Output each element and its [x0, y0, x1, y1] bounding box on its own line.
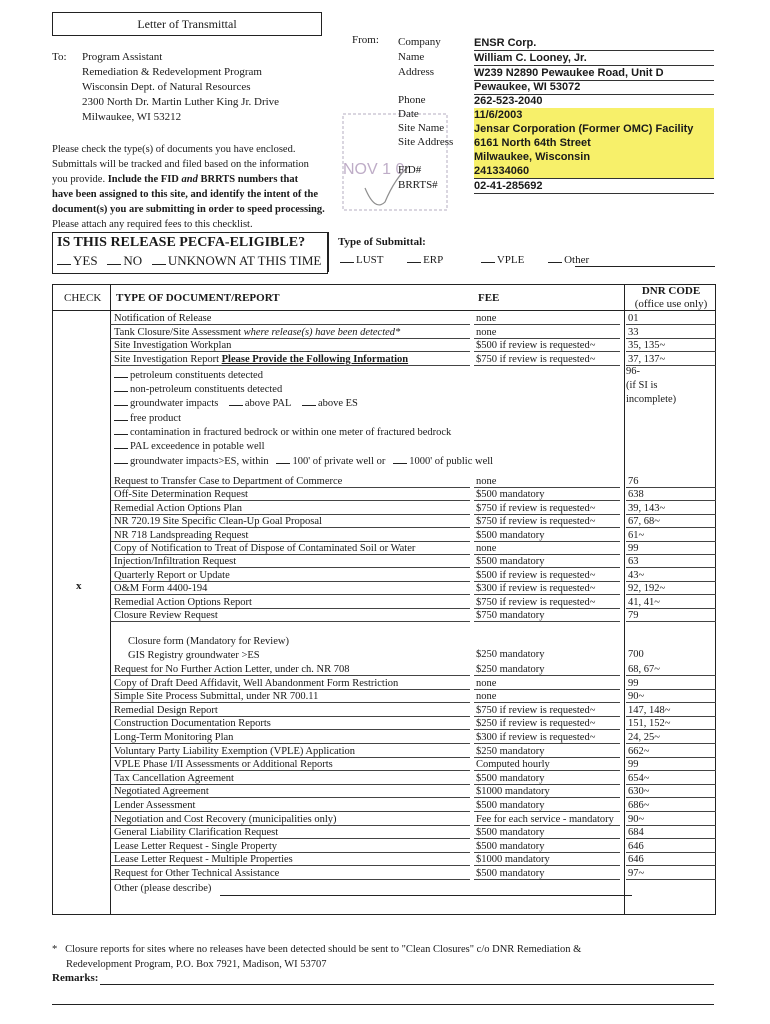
tank-note: where release(s) have been detected* [243, 326, 401, 338]
row-fee: none [476, 313, 497, 324]
row-fee: $500 if review is requested~ [476, 569, 596, 581]
table-row [110, 339, 718, 352]
form-title: Letter of Transmittal [52, 12, 322, 36]
si-extra-code: 96- [626, 366, 640, 377]
si-item-text: free product [130, 413, 182, 424]
from-field-value[interactable]: 11/6/2003 [474, 108, 714, 123]
submittal-title: Type of Submittal: [338, 236, 426, 248]
erp-checkbox[interactable] [407, 262, 421, 263]
row-dnr-code: 39, 143~ [628, 502, 666, 514]
row-document: Off-Site Determination Request [114, 489, 248, 501]
row-fee: Computed hourly [476, 759, 550, 771]
row-code-line [626, 879, 716, 880]
from-field-label: Site Name [398, 122, 445, 134]
row-dnr-code: 43~ [628, 569, 645, 581]
from-field-label: Date [398, 108, 419, 120]
row-document: Tank Closure/Site Assessment where release(s) have been detected* [114, 326, 401, 338]
si-item-checkbox[interactable] [114, 448, 128, 449]
row-fee: $750 if review is requested~ [476, 516, 596, 528]
from-field-label: Name [398, 51, 425, 63]
to-line: Program Assistant [82, 51, 163, 63]
from-field-value[interactable]: 02-41-285692 [474, 179, 714, 194]
row-dnr-code: 01 [628, 313, 639, 324]
public-well-label: 1000' of public well [409, 456, 494, 467]
table-row [110, 840, 718, 853]
row-fee-line [474, 879, 620, 880]
table-row [110, 799, 718, 812]
from-field-value[interactable]: 6161 North 64th Street [474, 136, 714, 151]
row-document: Simple Site Process Submittal, under NR 700.11 [114, 691, 319, 703]
si-extra-code: (if SI is [626, 380, 658, 391]
table-row [110, 663, 718, 676]
row-fee: $750 if review is requested~ [476, 596, 596, 608]
row-dnr-code: 67, 68~ [628, 516, 660, 528]
table-row [110, 867, 718, 880]
note-line-4: have been assigned to this site, and identify the intent of the [52, 189, 319, 200]
quarterly-check-mark[interactable]: x [76, 580, 82, 592]
row-document: NR 720.19 Site Specific Clean-Up Goal Proposal [114, 516, 322, 528]
row-dnr-code: 63 [628, 556, 639, 568]
note-line-3 [52, 172, 337, 187]
to-lines [82, 50, 322, 125]
from-field-label: Phone [398, 94, 426, 106]
table-row [110, 758, 718, 771]
si-item[interactable] [114, 383, 282, 396]
table-row [110, 772, 718, 785]
row-fee: $500 mandatory [476, 772, 545, 784]
remarks-label: Remarks: [52, 972, 99, 984]
row-dnr-code: 61~ [628, 529, 645, 541]
lust-label: LUST [356, 254, 384, 266]
row-fee: none [476, 326, 497, 338]
above-pal-checkbox[interactable] [229, 405, 243, 406]
table-row [110, 745, 718, 758]
row-fee: $500 mandatory [476, 827, 545, 839]
from-field-value[interactable]: 262-523-2040 [474, 94, 714, 109]
private-well-checkbox[interactable] [276, 463, 290, 464]
si-item-text: PAL exceedence in potable well [130, 441, 265, 452]
si-item-checkbox[interactable] [114, 434, 128, 435]
row-fee: $500 mandatory [476, 489, 545, 501]
no-label: NO [123, 253, 143, 268]
vple-label: VPLE [496, 254, 525, 266]
row-fee: $250 mandatory [476, 664, 545, 675]
row-dnr-code: 35, 135~ [628, 340, 666, 351]
row-dnr-code: 638 [628, 489, 644, 501]
note-line-6: Please attach any required fees to this checklist. [52, 219, 253, 230]
from-field-value[interactable]: 241334060 [474, 164, 714, 179]
row-document: Quarterly Report or Update [114, 569, 230, 581]
gis-code: 700 [628, 649, 644, 660]
table-bottom-border [52, 914, 716, 915]
row-fee: $250 if review is requested~ [476, 718, 596, 730]
unknown-label: UNKNOWN AT THIS TIME [167, 253, 322, 268]
header-fee: FEE [478, 292, 500, 304]
to-line: Remediation & Redevelopment Program [82, 66, 262, 78]
table-row [110, 475, 718, 488]
row-document: Construction Documentation Reports [114, 718, 271, 730]
lust-checkbox[interactable] [340, 262, 354, 263]
row-fee: $500 if review is requested~ [476, 340, 596, 351]
gis-fee: $250 mandatory [476, 649, 545, 660]
row-dnr-code: 662~ [628, 745, 650, 757]
row-document: Copy of Draft Deed Affidavit, Well Abandonment Form Restriction [114, 677, 399, 689]
row-line [110, 621, 470, 622]
above-es-checkbox[interactable] [302, 405, 316, 406]
table-top-border [52, 284, 716, 285]
row-dnr-code: 646 [628, 840, 644, 852]
release-divider [328, 232, 330, 272]
table-row [110, 826, 718, 839]
row-document: Request for No Further Action Letter, under ch. NR 708 [114, 664, 350, 675]
table-row [110, 582, 718, 595]
si-item[interactable] [114, 369, 263, 382]
stamp-text: NOV 1 0 [343, 161, 405, 178]
note-line-3b: Include the FID [107, 174, 182, 185]
other-submittal-line[interactable] [575, 266, 715, 267]
row-dnr-code: 646 [628, 854, 644, 866]
unknown-checkbox[interactable] [152, 264, 166, 265]
other-row-line[interactable] [220, 895, 632, 896]
above-pal-label: above PAL [244, 398, 292, 409]
si-extra-code: incomplete) [626, 394, 677, 405]
footnote-bullet: * [52, 944, 58, 955]
si-item-text: contamination in fractured bedrock or within one meter of fractured bedrock [130, 427, 452, 438]
from-field-value[interactable]: Jensar Corporation (Former OMC) Facility [474, 122, 714, 137]
row-document: Tax Cancellation Agreement [114, 772, 234, 784]
note-line-3d: BRRTS numbers that [197, 174, 299, 185]
table-row [110, 312, 718, 325]
si-item-text: groundwater impacts [130, 398, 219, 409]
row-dnr-code: 76 [628, 476, 639, 487]
from-field-value[interactable]: Pewaukee, WI 53072 [474, 80, 714, 95]
from-field-value[interactable]: William C. Looney, Jr. [474, 51, 714, 66]
row-dnr-code: 654~ [628, 772, 650, 784]
submittal-options [340, 254, 589, 266]
si-item-checkbox[interactable] [114, 391, 128, 392]
row-fee: $750 mandatory [476, 610, 545, 621]
row-fee-line [474, 621, 620, 622]
from-field-label: BRRTS# [398, 179, 438, 191]
header-dnr [628, 285, 714, 311]
header-dnr-1: DNR CODE [641, 285, 701, 297]
row-dnr-code: 151, 152~ [628, 718, 671, 730]
row-fee: $500 mandatory [476, 868, 545, 879]
other-label: Other [564, 254, 590, 266]
above-es-label: above ES [317, 398, 358, 409]
si-instruction: Please Provide the Following Information [221, 353, 409, 365]
pecfa-box [52, 232, 328, 274]
si-item[interactable] [114, 412, 181, 425]
table-row [110, 853, 718, 866]
row-dnr-code: 686~ [628, 800, 650, 811]
row-document: Site Investigation Report Please Provide the Following Information [114, 353, 409, 365]
row-dnr-code: 90~ [628, 813, 645, 825]
other-checkbox[interactable] [548, 262, 562, 263]
table-row [110, 731, 718, 744]
table-row [110, 326, 718, 339]
table-row [110, 488, 718, 501]
row-document: Remedial Design Report [114, 704, 218, 716]
table-row [110, 813, 718, 826]
row-fee: $300 if review is requested~ [476, 732, 596, 743]
row-line [110, 879, 470, 880]
si-item-text: groundwater impacts>ES, within [130, 456, 269, 467]
row-fee: $500 mandatory [476, 800, 545, 811]
row-dnr-code: 24, 25~ [628, 732, 660, 743]
si-item-text: non-petroleum constituents detected [130, 384, 283, 395]
from-field-label: Company [398, 36, 441, 48]
yes-checkbox[interactable] [57, 264, 71, 265]
row-document: General Liability Clarification Request [114, 827, 279, 839]
row-dnr-code: 90~ [628, 691, 645, 703]
row-document: NR 718 Landspreading Request [114, 529, 249, 541]
to-label: To: [52, 51, 67, 63]
remarks-line[interactable] [100, 984, 714, 985]
row-line [110, 365, 470, 366]
row-document: Lease Letter Request - Multiple Properties [114, 854, 293, 866]
row-document: Injection/Infiltration Request [114, 556, 237, 568]
table-row [110, 596, 718, 609]
row-document: Voluntary Party Liability Exemption (VPLE) Application [114, 745, 355, 757]
table-row [110, 609, 718, 622]
row-document: Long-Term Monitoring Plan [114, 732, 234, 743]
row-fee: $500 mandatory [476, 529, 545, 541]
note-line-3c: and [181, 174, 198, 185]
row-fee: $500 mandatory [476, 840, 545, 852]
header-check: CHECK [64, 292, 102, 304]
pecfa-options [57, 253, 321, 269]
row-document: O&M Form 4400-194 [114, 583, 208, 595]
row-fee: none [476, 543, 497, 554]
row-document: Closure Review Request [114, 610, 218, 621]
row-fee: Fee for each service - mandatory [476, 813, 614, 825]
private-well-label: 100' of private well or [292, 456, 386, 467]
row-fee: $500 mandatory [476, 556, 545, 568]
from-field-label: Address [398, 66, 435, 78]
note-line-2: Submittals will be tracked and filed based on the information [52, 159, 309, 170]
erp-label: ERP [423, 254, 443, 266]
table-row [110, 704, 718, 717]
table-row [110, 555, 718, 568]
row-fee: $750 if review is requested~ [476, 502, 596, 514]
row-document: Negotiated Agreement [114, 786, 209, 798]
public-well-checkbox[interactable] [393, 463, 407, 464]
row-dnr-code: 147, 148~ [628, 704, 671, 716]
note-line-5: document(s) you are submitting in order to speed processing. [52, 204, 325, 215]
table-row [110, 717, 718, 730]
row-dnr-code: 41, 41~ [628, 596, 660, 608]
from-field-value[interactable]: Milwaukee, Wisconsin [474, 150, 714, 165]
row-fee: $1000 mandatory [476, 854, 550, 866]
si-item-checkbox[interactable] [114, 405, 128, 406]
table-row [110, 502, 718, 515]
footnote-text-1: Closure reports for sites where no releases have been detected should be sent to "Clean Closures" c/o DNR Remediation & [65, 944, 582, 955]
si-item-text: petroleum constituents detected [130, 370, 263, 381]
row-document: Copy of Notification to Treat of Dispose of Contaminated Soil or Water [114, 543, 416, 554]
row-fee: none [476, 677, 497, 689]
from-field-label: Site Address [398, 136, 454, 148]
row-document: Request for Other Technical Assistance [114, 868, 280, 879]
si-item[interactable] [114, 440, 265, 453]
row-document: Request to Transfer Case to Department of Commerce [114, 476, 343, 487]
table-row [110, 785, 718, 798]
yes-label: YES [73, 253, 98, 268]
table-left-border [52, 284, 53, 914]
row-fee: $750 if review is requested~ [476, 704, 596, 716]
row-document: Site Investigation Workplan [114, 340, 232, 351]
row-dnr-code: 99 [628, 759, 639, 771]
si-item-checkbox[interactable] [114, 463, 128, 464]
row-document: Negotiation and Cost Recovery (municipalities only) [114, 813, 337, 825]
row-fee: none [476, 691, 497, 703]
row-dnr-code: 97~ [628, 868, 645, 879]
from-field-value[interactable]: W239 N2890 Pewaukee Road, Unit D [474, 66, 714, 81]
row-dnr-code: 630~ [628, 786, 650, 798]
table-row [110, 542, 718, 555]
closure-sub-item: GIS Registry groundwater >ES [128, 650, 260, 661]
table-row [110, 690, 718, 703]
si-item[interactable] [114, 426, 451, 439]
remarks-line-2[interactable] [52, 1004, 714, 1005]
row-document: VPLE Phase I/II Assessments or Additional Reports [114, 759, 333, 771]
table-row [110, 353, 718, 366]
row-fee: $1000 mandatory [476, 786, 550, 798]
row-document: Remedial Action Options Plan [114, 502, 243, 514]
note-line-3a: you provide. [52, 174, 108, 185]
pecfa-question: IS THIS RELEASE PECFA-ELIGIBLE? [57, 235, 306, 250]
to-line: Milwaukee, WI 53212 [82, 111, 182, 123]
row-document: Remedial Action Options Report [114, 596, 252, 608]
row-code-line [626, 621, 716, 622]
note-line-1: Please check the type(s) of documents you have enclosed. [52, 144, 296, 155]
row-dnr-code: 99 [628, 543, 639, 554]
row-fee: $750 if review is requested~ [476, 353, 596, 365]
row-dnr-code: 92, 192~ [628, 583, 666, 595]
footnote-line-1 [52, 942, 722, 957]
row-document: Lender Assessment [114, 800, 196, 811]
row-fee: none [476, 476, 497, 487]
to-line: Wisconsin Dept. of Natural Resources [82, 81, 251, 93]
row-dnr-code: 99 [628, 677, 639, 689]
footnote [52, 942, 722, 972]
table-header-border [52, 310, 716, 311]
row-dnr-code: 37, 137~ [628, 353, 666, 365]
from-label: From: [352, 34, 379, 46]
no-checkbox[interactable] [107, 264, 121, 265]
si-item-checkbox[interactable] [114, 377, 128, 378]
vple-checkbox[interactable] [481, 262, 495, 263]
row-fee: $250 mandatory [476, 745, 545, 757]
row-dnr-code: 684 [628, 827, 644, 839]
row-dnr-code: 68, 67~ [628, 664, 660, 675]
closure-sub-item: Closure form (Mandatory for Review) [128, 636, 289, 647]
row-fee-line [474, 365, 620, 366]
table-row [110, 529, 718, 542]
si-item[interactable] [114, 397, 358, 410]
table-row [110, 515, 718, 528]
si-item-checkbox[interactable] [114, 420, 128, 421]
footnote-line-2: Redevelopment Program, P.O. Box 7921, Madison, WI 53707 [66, 959, 327, 970]
row-dnr-code: 79 [628, 610, 639, 621]
to-line: 2300 North Dr. Martin Luther King Jr. Drive [82, 96, 280, 108]
from-field-value[interactable]: ENSR Corp. [474, 36, 714, 51]
table-row [110, 569, 718, 582]
instruction-note [52, 142, 337, 232]
row-document: Lease Letter Request - Single Property [114, 840, 277, 852]
row-document: Notification of Release [114, 313, 212, 324]
other-row[interactable]: Other (please describe) [114, 882, 212, 894]
table-row [110, 677, 718, 690]
si-item[interactable] [114, 455, 493, 468]
header-dnr-2: (office use only) [634, 298, 708, 310]
header-type: TYPE OF DOCUMENT/REPORT [116, 292, 280, 304]
from-field-label: FID# [398, 164, 422, 176]
row-dnr-code: 33 [628, 326, 639, 338]
row-fee: $300 if review is requested~ [476, 583, 596, 595]
